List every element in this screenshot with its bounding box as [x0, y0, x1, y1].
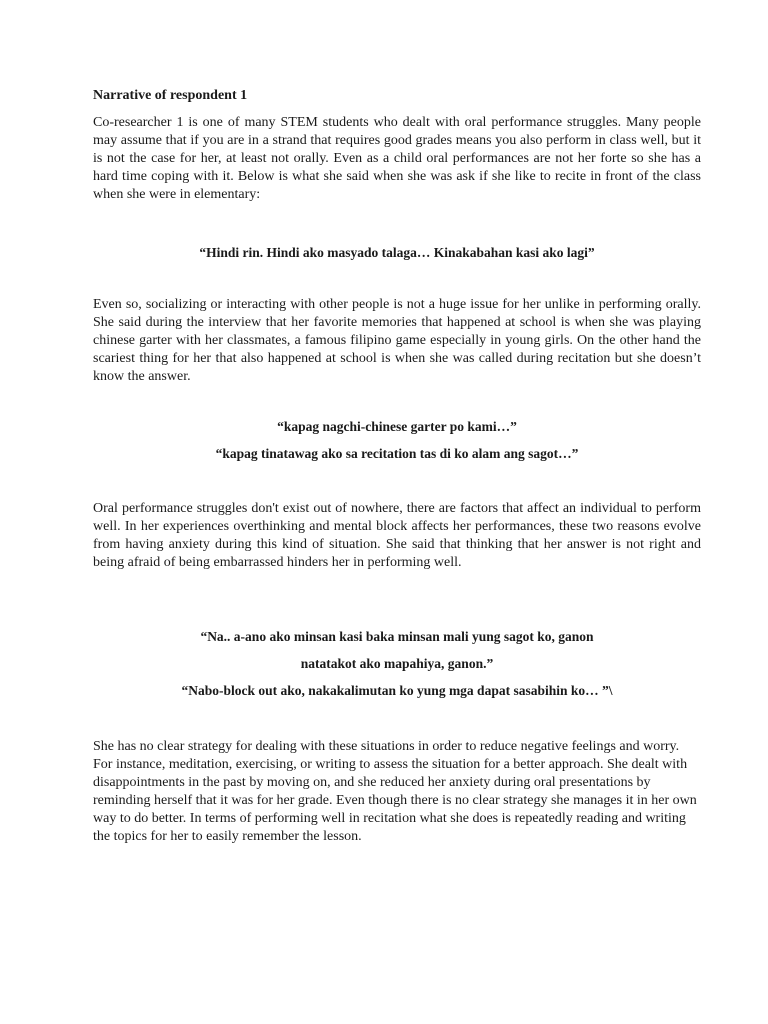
paragraph-factors: Oral performance struggles don't exist out of nowhere, there are factors that affect an individual to perform well. In her experiences overthinking and mental block affects her performances, these two reasons evolve from having anxiety during this kind of situation. She said that thinking that her answer is not right and being afraid of being embarrassed hinders her in performing well. — [93, 501, 701, 570]
quote-anxiety-line1: “Na.. a-ano ako minsan kasi baka minsan mali yung sagot ko, ganon — [200, 629, 594, 644]
quote-chinese-garter: “kapag nagchi-chinese garter po kami…” — [277, 419, 517, 434]
section-heading: Narrative of respondent 1 — [93, 88, 248, 103]
paragraph-strategy: She has no clear strategy for dealing with these situations in order to reduce negative feelings and worry. For instance, meditation, exercising, or writing to assess the situation for a better approach. She dealt with disappointments in the past by moving on, and she reduced her anxiety during oral presentations by reminding herself that it was for her grade. Even though there is no clear strategy she manages it in her own way to do better. In terms of performing well in recitation what she does is repeatedly reading and writing the topics for her to easily remember the lesson. — [93, 739, 697, 844]
paragraph-socializing: Even so, socializing or interacting with other people is not a huge issue for her unlike in performing orally. She said during the interview that her favorite memories that happened at school is when she was playing chinese garter with her classmates, a famous filipino game especially in young girls. On the other hand the scariest thing for her that also happened at school is when she was called during recitation but she doesn’t know the answer. — [93, 297, 701, 384]
quote-anxiety-line2: natatakot ako mapahiya, ganon.” — [300, 656, 494, 671]
quote-mental-block: “Nabo-block out ako, nakakalimutan ko yung mga dapat sasabihin ko… ”\ — [181, 683, 613, 698]
quote-recitation: “kapag tinatawag ako sa recitation tas di ko alam ang sagot…” — [215, 446, 579, 461]
paragraph-intro: Co-researcher 1 is one of many STEM students who dealt with oral performance struggles. Many people may assume that if you are in a strand that requires good grades means you also perform in class well, but it is not the case for her, at least not orally. Even as a child oral performances are not her forte so she has a hard time coping with it. Below is what she said when she was ask if she like to recite in front of the class when she were in elementary: — [93, 115, 701, 202]
quote-elementary: “Hindi rin. Hindi ako masyado talaga… Kinakabahan kasi ako lagi” — [199, 245, 595, 260]
